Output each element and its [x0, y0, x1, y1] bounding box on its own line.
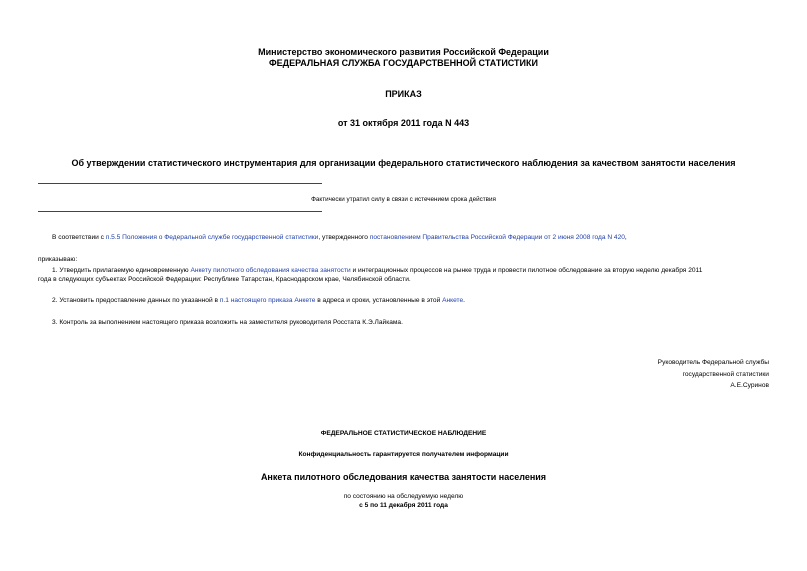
item-1-line-2: года в следующих субъектах Российской Федерации: Республике Татарстан, Краснодарском крае, Челябинской области.: [38, 276, 411, 283]
order-word: приказываю:: [38, 256, 78, 263]
doc-title: Об утверждении статистического инструментария для организации федерального статистического наблюдения за качеством занятости населения: [71, 158, 736, 168]
item-3: 3. Контроль за выполнением настоящего приказа возложить на заместителя руководителя Росстата К.Э.Лайкама.: [52, 319, 403, 326]
link-regulation-clause[interactable]: п.5.5 Положения о Федеральной службе государственной статистики: [105, 234, 319, 241]
status-note: Фактически утратил силу в связи с истечением срока действия: [311, 196, 496, 203]
signature-block: [658, 357, 769, 392]
divider-top: [38, 183, 322, 184]
confidentiality-note: Конфиденциальность гарантируется получателем информации: [298, 451, 509, 458]
survey-period: с 5 по 11 декабря 2011 года: [359, 502, 448, 509]
signature-name: А.Е.Суринов: [730, 382, 769, 389]
doc-date: от 31 октября 2011 года N 443: [337, 118, 470, 128]
item-2: 2. Установить предоставление данных по указанной в п.1 настоящего приказа Анкете в адреса и сроки, установленные в этой Анкете.: [52, 297, 465, 304]
ministry-name: Министерство экономического развития Российской Федерации: [258, 47, 549, 57]
link-government-decree[interactable]: постановлением Правительства Российской Федерации от 2 июня 2008 года N 420: [369, 234, 625, 241]
form-title: Анкета пилотного обследования качества занятости населения: [260, 472, 547, 482]
service-name: ФЕДЕРАЛЬНАЯ СЛУЖБА ГОСУДАРСТВЕННОЙ СТАТИСТИКИ: [269, 58, 538, 68]
doc-type: ПРИКАЗ: [385, 89, 422, 99]
link-order-clause-1[interactable]: п.1 настоящего приказа Анкете: [219, 297, 316, 304]
appendix-heading: ФЕДЕРАЛЬНОЕ СТАТИСТИЧЕСКОЕ НАБЛЮДЕНИЕ: [320, 430, 487, 437]
item-1: 1. Утвердить прилагаемую единовременную Анкету пилотного обследования качества занятости и интеграционных процессов на рынке труда и провести пилотное обследование за вторую неделю декабря 2011: [52, 267, 703, 274]
signature-position-2: государственной статистики: [682, 370, 769, 378]
as-of-note: по состоянию на обследуемую неделю: [343, 493, 464, 500]
preamble: В соответствии с п.5.5 Положения о Федеральной службе государственной статистики, утвержденного постановлением Правительства Российской Федерации от 2 июня 2008 года N 420,: [52, 234, 627, 241]
link-questionnaire-2[interactable]: Анкете: [442, 297, 464, 304]
signature-position: Руководитель Федеральной службы: [657, 359, 769, 366]
divider-bottom: [38, 211, 322, 212]
link-questionnaire[interactable]: Анкету пилотного обследования качества занятости: [190, 267, 351, 274]
